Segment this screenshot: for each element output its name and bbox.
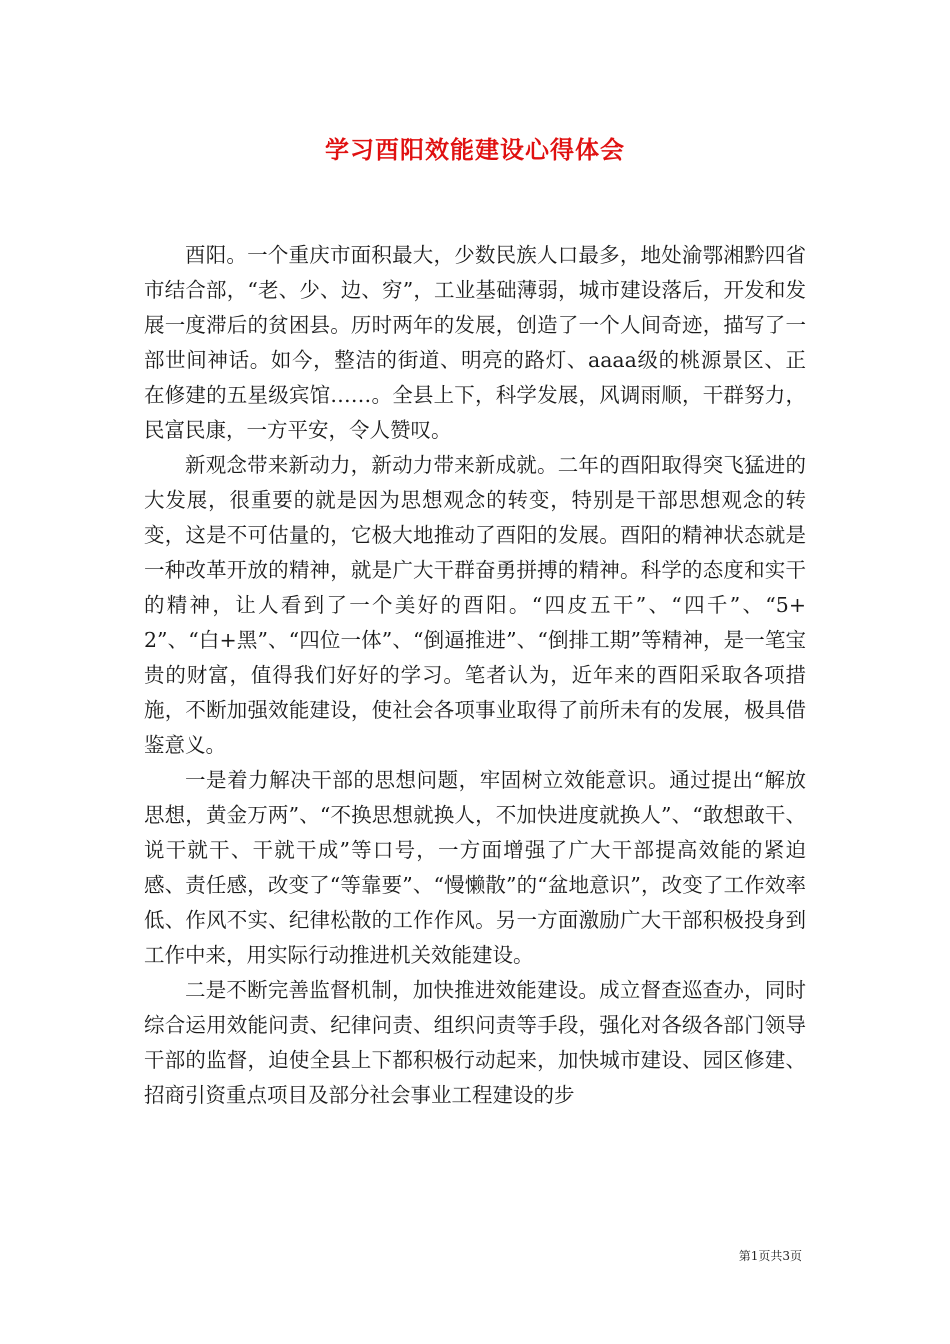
paragraph-point-one: 一是着力解决干部的思想问题，牢固树立效能意识。通过提出“解放思想，黄金万两”、“不换思想就换人，不加快进度就换人”、“敢想敢干、说干就干、干就干成”等口号，一方面增强了广大干部提高效能的紧迫感、责任感，改变了“等靠要”、“慢懒散”的“盆地意识”，改变了工作效率低、作风不实、纪律松散的工作作风。另一方面激励广大干部积极投身到工作中来，用实际行动推进机关效能建设。 xyxy=(144,768,806,967)
paragraph-intro: 酉阳。一个重庆市面积最大，少数民族人口最多，地处渝鄂湘黔四省市结合部，“老、少、边、穷”，工业基础薄弱，城市建设落后，开发和发展一度滞后的贫困县。历时两年的发展，创造了一个人间奇迹，描写了一部世间神话。如今，整洁的街道、明亮的路灯、aaaa级的桃源景区、正在修建的五星级宾馆……。全县上下，科学发展，风调雨顺，干群努力，民富民康，一方平安，令人赞叹。 xyxy=(144,243,806,442)
paragraph-point-two: 二是不断完善监督机制，加快推进效能建设。成立督查巡查办，同时综合运用效能问责、纪律问责、组织问责等手段，强化对各级各部门领导干部的监督，迫使全县上下都积极行动起来，加快城市建设、园区修建、招商引资重点项目及部分社会事业工程建设的步 xyxy=(144,978,806,1107)
document-title: 学习酉阳效能建设心得体会 xyxy=(325,135,625,164)
document-body xyxy=(144,238,806,1113)
paragraph-new-concepts: 新观念带来新动力，新动力带来新成就。二年的酉阳取得突飞猛进的大发展，很重要的就是因为思想观念的转变，特别是干部思想观念的转变，这是不可估量的，它极大地推动了酉阳的发展。酉阳的精神状态就是一种改革开放的精神，就是广大干群奋勇拼搏的精神。科学的态度和实干的精神，让人看到了一个美好的酉阳。“四皮五干”、“四千”、“5+2”、“白+黑”、“四位一体”、“倒逼推进”、“倒排工期”等精神，是一笔宝贵的财富，值得我们好好的学习。笔者认为，近年来的酉阳采取各项措施，不断加强效能建设，使社会各项事业取得了前所未有的发展，极具借鉴意义。 xyxy=(144,453,806,757)
page-number-footer: 第1页共3页 xyxy=(738,1249,802,1263)
